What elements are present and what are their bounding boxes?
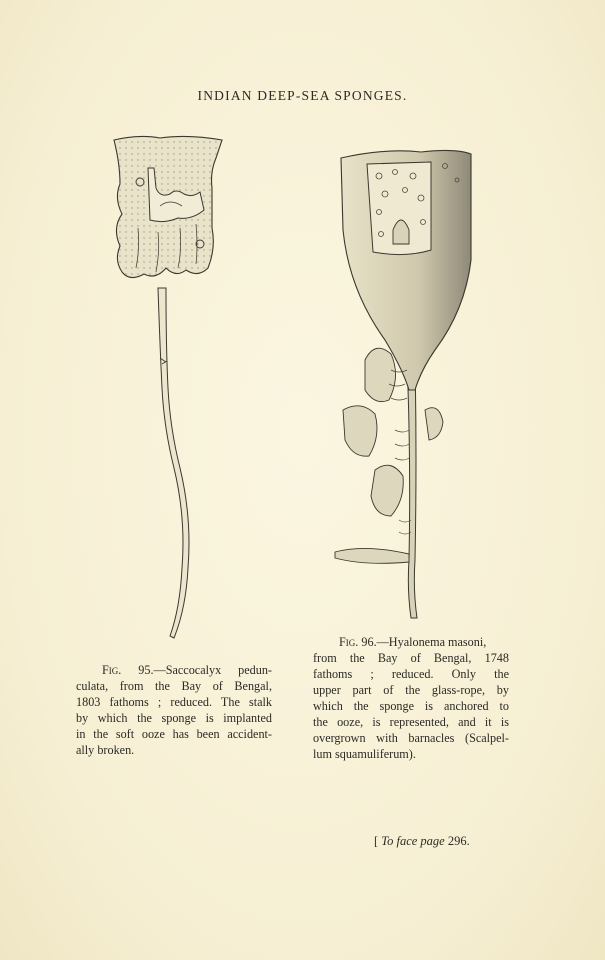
caption-text: 1803 fathoms ; reduced. The stalk [76, 695, 272, 709]
caption-text: from the Bay of Bengal, 1748 [313, 651, 509, 665]
figure-96-illustration [325, 140, 485, 625]
footer-page-number: 296. [447, 834, 470, 848]
caption-line [313, 714, 509, 730]
caption-text: ally broken. [76, 743, 135, 757]
page-header: INDIAN DEEP-SEA SPONGES. [197, 88, 408, 103]
caption-text: culata [76, 679, 106, 693]
caption-line [313, 746, 509, 762]
caption-line [76, 742, 272, 758]
caption-text: overgrown with barnacles ( [313, 731, 470, 745]
caption-line [313, 634, 509, 650]
footer-label: To face page [381, 834, 445, 848]
caption-text: Fig [339, 635, 356, 649]
caption-line [76, 678, 272, 694]
caption-text: , from the Bay of Bengal, [105, 679, 272, 693]
caption-text: Hyalonema masoni, [388, 635, 487, 649]
caption-text: the ooze, is represented, and it is [313, 715, 509, 729]
caption-text: lum squamuliferum [313, 747, 409, 761]
caption-text: ). [408, 747, 416, 761]
caption-line [313, 730, 509, 746]
caption-text: Scalpel- [469, 731, 509, 745]
caption-line [313, 682, 509, 698]
caption-line [76, 710, 272, 726]
caption-text: . 96.— [355, 635, 389, 649]
sponge-stalk [158, 288, 189, 638]
figure-95-caption [76, 662, 272, 758]
caption-line [313, 650, 509, 666]
caption-line [313, 698, 509, 714]
caption-text: Fig [102, 663, 119, 677]
footer-bracket: [ [374, 834, 379, 848]
facing-page-note [374, 834, 470, 849]
caption-line [76, 662, 272, 678]
caption-text: which the sponge is anchored to [313, 699, 509, 713]
glass-rope [407, 360, 417, 618]
barnacles [335, 348, 443, 563]
caption-text: . 95.— [118, 663, 166, 677]
caption-text: in the soft ooze has been accident- [76, 727, 272, 741]
caption-line [76, 726, 272, 742]
caption-text: upper part of the glass-rope, by [313, 683, 509, 697]
figure-96-caption [313, 634, 509, 762]
caption-text: by which the sponge is implanted [76, 711, 272, 725]
caption-text: fathoms ; reduced. Only the [313, 667, 509, 681]
figure-95-illustration [100, 128, 240, 648]
caption-line [76, 694, 272, 710]
caption-text: Saccocalyx pedun- [165, 663, 272, 677]
caption-line [313, 666, 509, 682]
